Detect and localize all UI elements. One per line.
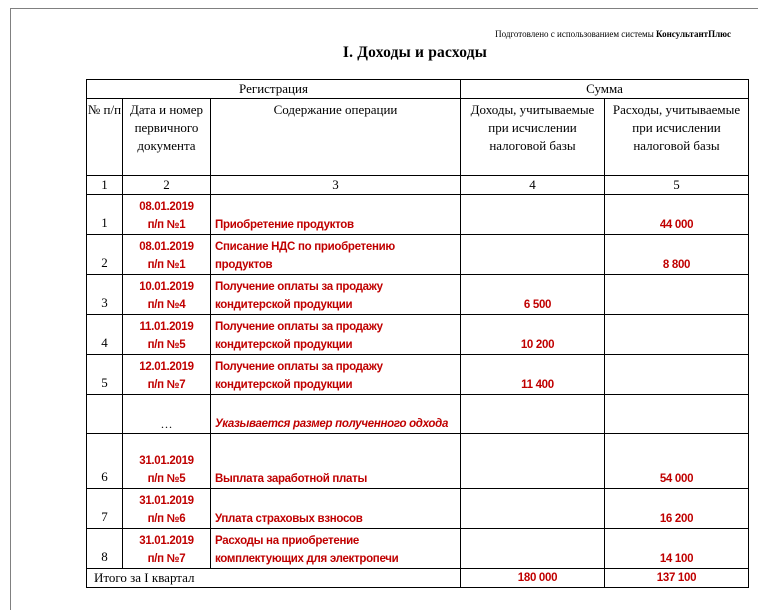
ellipsis-dots: … [123, 395, 211, 434]
row-date-text: 10.01.2019 [139, 281, 194, 293]
total-expense: 137 100 [605, 569, 749, 588]
prepared-note-brand: КонсультантПлюс [656, 29, 731, 39]
col-index: 3 [211, 176, 461, 195]
prepared-note-prefix: Подготовлено с использованием системы [495, 29, 654, 39]
row-doc-text: п/п №7 [147, 379, 186, 391]
income-expense-table [86, 79, 749, 588]
col-index: 1 [87, 176, 123, 195]
header-registration: Регистрация [87, 80, 461, 99]
total-income: 180 000 [461, 569, 605, 588]
table-row [87, 235, 749, 275]
page-title: I. Доходы и расходы [342, 44, 488, 61]
row-content-line2: кондитерской продукции [215, 379, 353, 391]
row-date-text: 31.01.2019 [139, 495, 194, 507]
row-income [461, 235, 605, 275]
table-row [87, 434, 749, 489]
row-number: 6 [87, 434, 123, 489]
row-doc-text: п/п №1 [147, 259, 186, 271]
row-content [211, 315, 461, 355]
row-date [123, 195, 211, 235]
row-content-line2: продуктов [215, 259, 273, 271]
row-content [211, 529, 461, 569]
row-content-line1: Расходы на приобретение [215, 535, 359, 547]
total-row [87, 569, 749, 588]
row-content-line1: Получение оплаты за продажу [215, 281, 383, 293]
header-col-date: Дата и номер первичного документа [123, 99, 211, 176]
row-content-line2: Выплата заработной платы [215, 473, 367, 485]
header-col-content: Содержание операции [211, 99, 461, 176]
table-row [87, 489, 749, 529]
col-index: 4 [461, 176, 605, 195]
row-date [123, 355, 211, 395]
table-row [87, 195, 749, 235]
row-date-text: 08.01.2019 [139, 241, 194, 253]
row-number: 5 [87, 355, 123, 395]
ellipsis-cell-expense [605, 395, 749, 434]
row-number: 2 [87, 235, 123, 275]
row-date-text: 11.01.2019 [139, 321, 194, 333]
row-expense: 14 100 [605, 529, 749, 569]
row-expense: 44 000 [605, 195, 749, 235]
row-date-text: 12.01.2019 [139, 361, 194, 373]
row-number: 8 [87, 529, 123, 569]
row-income [461, 489, 605, 529]
row-date [123, 275, 211, 315]
row-number: 7 [87, 489, 123, 529]
row-date-text: 08.01.2019 [139, 201, 194, 213]
row-content-line2: Приобретение продуктов [215, 219, 354, 231]
total-label: Итого за I квартал [87, 569, 461, 588]
header-sum: Сумма [461, 80, 749, 99]
row-expense: 8 800 [605, 235, 749, 275]
row-income: 6 500 [461, 275, 605, 315]
row-doc-text: п/п №1 [147, 219, 186, 231]
header-col-no: № п/п [87, 99, 123, 176]
table-row [87, 529, 749, 569]
row-content [211, 275, 461, 315]
row-content [211, 355, 461, 395]
row-doc-text: п/п №4 [147, 299, 186, 311]
ellipsis-row [87, 395, 749, 434]
row-date [123, 489, 211, 529]
row-date [123, 315, 211, 355]
row-content-line2: Уплата страховых взносов [215, 513, 363, 525]
row-date-text: 31.01.2019 [139, 455, 194, 467]
prepared-note [495, 29, 731, 39]
row-doc-text: п/п №5 [147, 473, 186, 485]
row-content-line1: Получение оплаты за продажу [215, 361, 383, 373]
header-col-expense: Расходы, учитываемые при исчислении налоговой базы [605, 99, 749, 176]
row-content-line1: Получение оплаты за продажу [215, 321, 383, 333]
column-index-row [87, 176, 749, 195]
row-content-line1: Списание НДС по приобретению [215, 241, 395, 253]
row-income [461, 195, 605, 235]
row-date [123, 529, 211, 569]
row-content [211, 195, 461, 235]
table-row [87, 275, 749, 315]
row-date [123, 434, 211, 489]
col-index: 2 [123, 176, 211, 195]
row-number: 1 [87, 195, 123, 235]
header-col-income: Доходы, учитываемые при исчислении налоговой базы [461, 99, 605, 176]
row-content [211, 489, 461, 529]
row-content [211, 434, 461, 489]
row-expense [605, 355, 749, 395]
row-income [461, 434, 605, 489]
ellipsis-cell-income [461, 395, 605, 434]
row-content-line2: комплектующих для электропечи [215, 553, 399, 565]
row-doc-text: п/п №7 [147, 553, 186, 565]
table-row [87, 315, 749, 355]
row-expense [605, 315, 749, 355]
row-doc-text: п/п №5 [147, 339, 186, 351]
col-index: 5 [605, 176, 749, 195]
table-row [87, 355, 749, 395]
ellipsis-cell-no [87, 395, 123, 434]
row-income: 10 200 [461, 315, 605, 355]
row-expense: 54 000 [605, 434, 749, 489]
row-income: 11 400 [461, 355, 605, 395]
row-date-text: 31.01.2019 [139, 535, 194, 547]
row-income [461, 529, 605, 569]
row-date [123, 235, 211, 275]
row-number: 4 [87, 315, 123, 355]
row-content [211, 235, 461, 275]
row-content-line2: кондитерской продукции [215, 339, 353, 351]
row-expense: 16 200 [605, 489, 749, 529]
row-number: 3 [87, 275, 123, 315]
row-doc-text: п/п №6 [147, 513, 186, 525]
ellipsis-note: Указывается размер полученного одхода [211, 395, 461, 434]
row-content-line2: кондитерской продукции [215, 299, 353, 311]
row-expense [605, 275, 749, 315]
